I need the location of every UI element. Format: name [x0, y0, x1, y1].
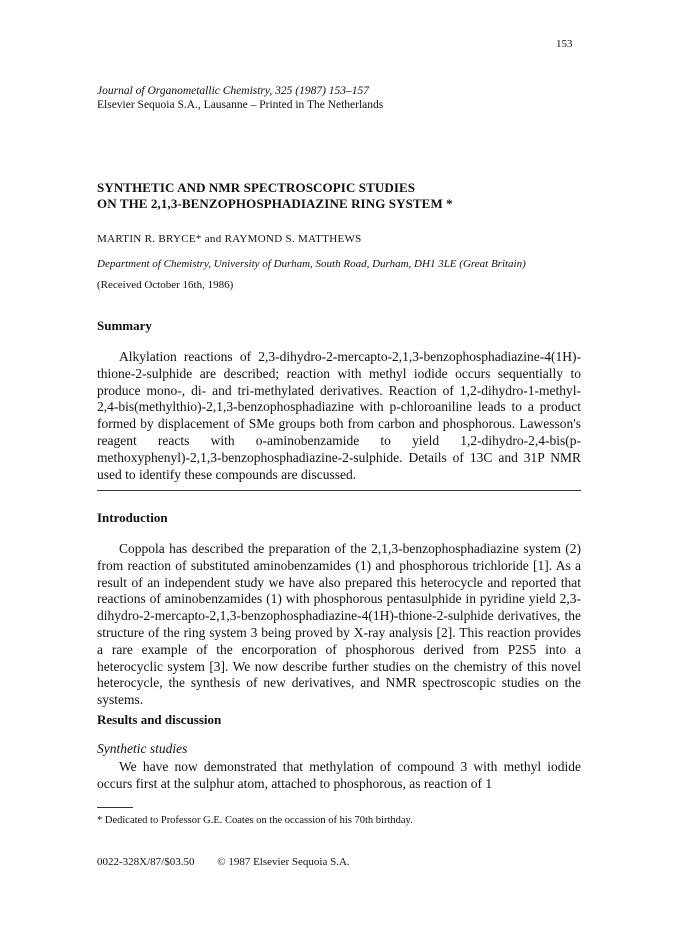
title-line-2: ON THE 2,1,3-BENZOPHOSPHADIAZINE RING SYSTEM * [97, 196, 453, 211]
title-line-1: SYNTHETIC AND NMR SPECTROSCOPIC STUDIES [97, 180, 416, 195]
footnote-rule [97, 807, 133, 808]
authors: MARTIN R. BRYCE* and RAYMOND S. MATTHEWS [97, 233, 362, 245]
copyright-line [97, 856, 370, 868]
section-divider [97, 490, 581, 491]
journal-citation: Journal of Organometallic Chemistry, 325 (1987) 153–157 [97, 85, 370, 97]
journal-header [97, 84, 383, 112]
introduction-heading: Introduction [97, 510, 168, 525]
issn-price: 0022-328X/87/$03.50 [97, 856, 195, 868]
paper-title [97, 180, 597, 212]
results-heading: Results and discussion [97, 712, 222, 727]
copyright-notice: © 1987 Elsevier Sequoia S.A. [217, 856, 350, 868]
introduction-text: Coppola has described the preparation of the 2,1,3-benzophosphadiazine system (2) from reaction of substituted aminobenzamides (1) and phosphorous trichloride [1]. As a result of an independent study we have also prepared this heterocycle and reported that reactions of aminobenzamides (1) with phosphorous pentasulphide in pyridine yield 2,3-dihydro-2-mercapto-2,1,3-benzophosphadiazine-4(1H)-thione-2-sulphide derivatives, the structure of the ring system 3 being proved by X-ray analysis [2]. This reaction provides a rare example of the encorporation of phosphorous derived from P2S5 into a heterocyclic system [3]. We now describe further studies on the chemistry of this novel heterocycle, the synthesis of new derivatives, and NMR spectroscopic studies on the systems. [97, 541, 581, 708]
summary-heading: Summary [97, 318, 152, 333]
publisher-line: Elsevier Sequoia S.A., Lausanne – Printed in The Netherlands [97, 99, 384, 111]
footnote: * Dedicated to Professor G.E. Coates on the occassion of his 70th birthday. [97, 815, 413, 826]
affiliation: Department of Chemistry, University of Durham, South Road, Durham, DH1 3LE (Great Britain) [97, 258, 526, 270]
synthetic-studies-subheading: Synthetic studies [97, 741, 188, 756]
results-text: We have now demonstrated that methylation of compound 3 with methyl iodide occurs first at the sulphur atom, attached to phosphorous, as reaction of 1 [97, 759, 581, 791]
summary-text: Alkylation reactions of 2,3-dihydro-2-mercapto-2,1,3-benzophosphadiazine-4(1H)-thione-2-sulphide are described; reaction with methyl iodide occurs sequentially to produce mono-, di- and tri-methylated derivatives. Reaction of 1,2-dihydro-1-methyl-2,4-bis(methylthio)-2,1,3-benzophosphadiazine with p-chloroaniline leads to a product formed by displacement of SMe groups both from carbon and phosphorous. Lawesson's reagent reacts with o-aminobenzamide to yield 1,2-dihydro-2,4-bis(p-methoxyphenyl)-2,1,3-benzophosphadiazine-2-sulphide. Details of 13C and 31P NMR used to identify these compounds are discussed. [97, 349, 581, 482]
page-number: 153 [556, 38, 573, 50]
received-date: (Received October 16th, 1986) [97, 279, 234, 291]
